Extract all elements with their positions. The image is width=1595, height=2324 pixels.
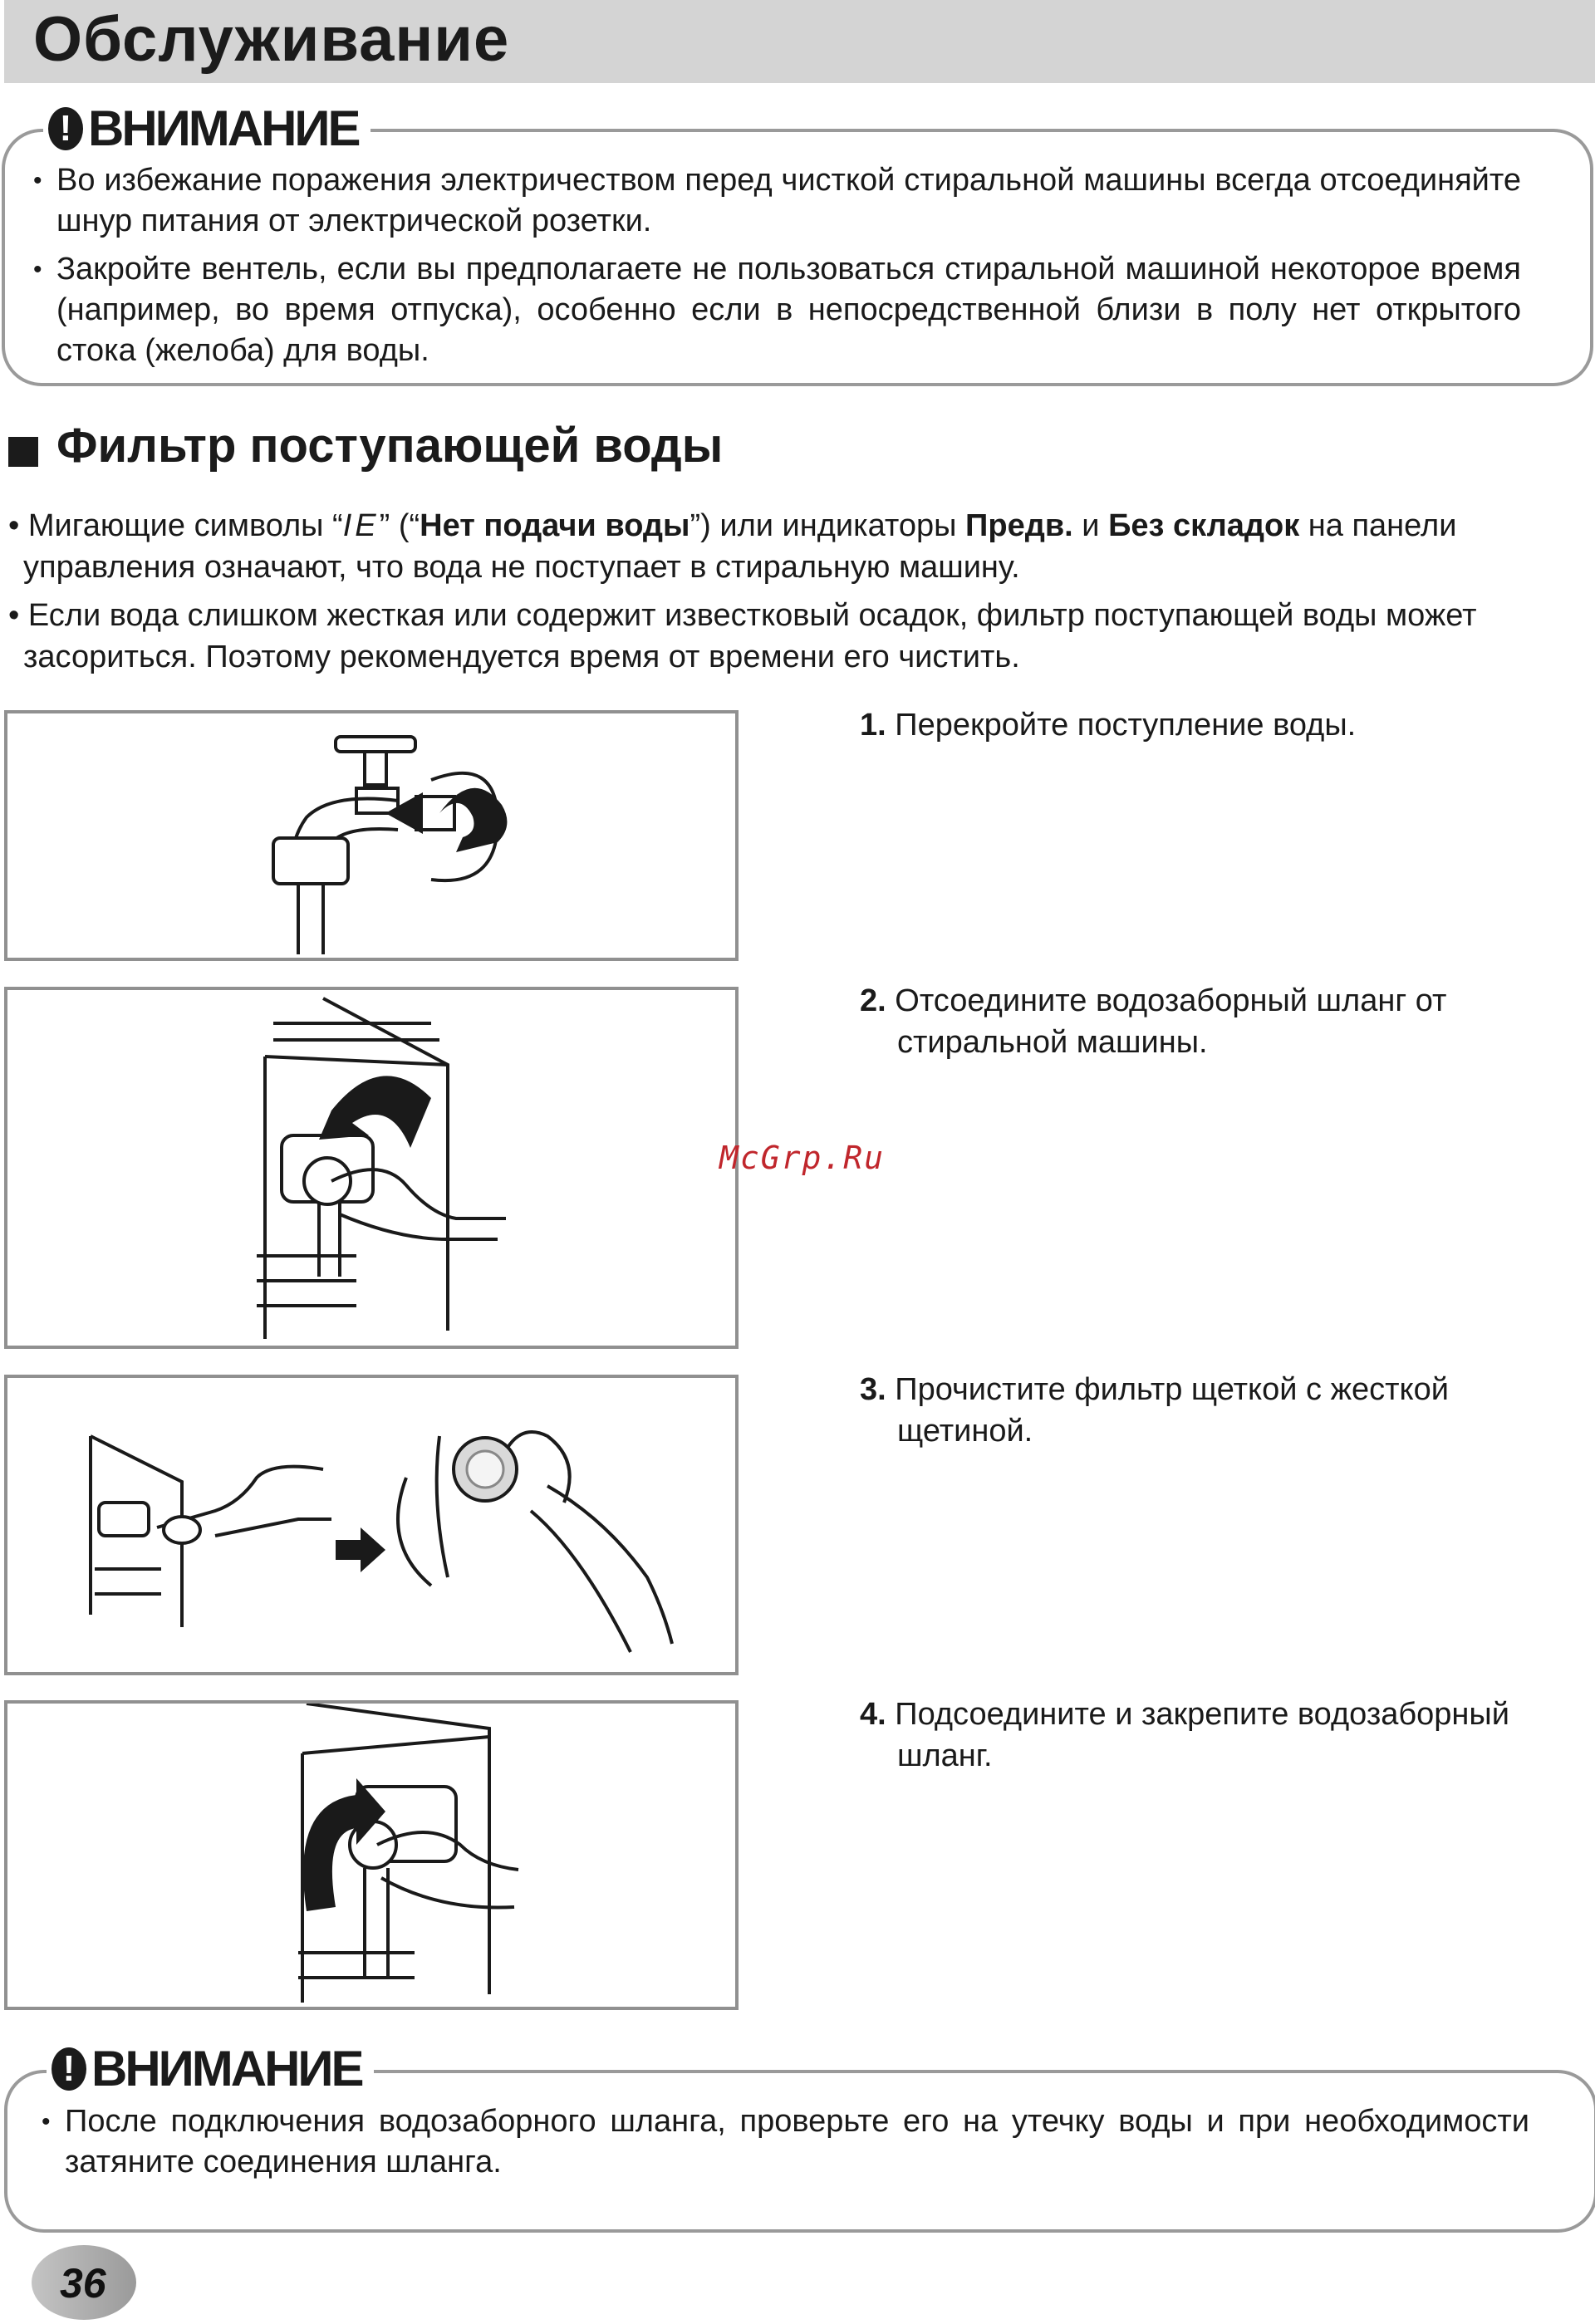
watermark: McGrp.Ru	[719, 1140, 886, 1176]
section-bullet	[8, 437, 38, 467]
caution-heading-bottom	[47, 2040, 374, 2097]
intro-paragraph-1: • Мигающие символы “IE” (“Нет подачи воды”) или индикаторы Предв. и Без складок на панели управления означают, что вода не поступает в стиральную машину.	[8, 508, 1457, 585]
caution-text-top	[56, 160, 1521, 379]
caution-heading-top	[43, 100, 371, 157]
clean-filter-illustration	[7, 1378, 735, 1672]
step-1-illustration	[4, 710, 739, 961]
caution-item: • После подключения водозаборного шланга, проверьте его на утечку воды и при необходимости затяните соединения шланга.	[65, 2101, 1529, 2183]
step-1-text: 1. Перекройте поступление воды.	[860, 708, 1357, 743]
step-number: 3.	[860, 1372, 886, 1407]
intro-paragraph-2: • Если вода слишком жесткая или содержит известковый осадок, фильтр поступающей воды может засориться. Поэтому рекомендуется время от времени его чистить.	[8, 598, 1477, 674]
step-2-text: 2. Отсоедините водозаборный шланг от стиральной машины.	[860, 983, 1447, 1060]
exclamation-icon: !	[48, 107, 83, 150]
caution-label: ВНИМАНИЕ	[88, 101, 359, 156]
step-3-text: 3. Прочистите фильтр щеткой с жесткой щетиной.	[860, 1372, 1449, 1449]
reconnect-hose-illustration	[7, 1704, 735, 2007]
page-title: Обслуживание	[33, 4, 510, 75]
faucet-illustration	[7, 713, 735, 958]
section-title: Фильтр поступающей воды	[56, 419, 724, 473]
step-3-illustration	[4, 1375, 739, 1675]
step-4-text: 4. Подсоедините и закрепите водозаборный шланг.	[860, 1697, 1509, 1773]
step-4-illustration	[4, 1700, 739, 2010]
exclamation-icon: !	[52, 2047, 86, 2091]
step-number: 1.	[860, 708, 886, 743]
caution-item: • Закройте вентель, если вы предполагаете не пользоваться стиральной машиной некоторое время (например, во время отпуска), особенно если в непосредственной близи в полу нет открытого стока (желоба) для воды.	[56, 249, 1521, 371]
caution-label: ВНИМАНИЕ	[91, 2041, 362, 2096]
caution-item: • Во избежание поражения электричеством перед чисткой стиральной машины всегда отсоединяйте шнур питания от электрической розетки.	[56, 160, 1521, 242]
error-symbol: IE	[342, 508, 380, 543]
step-number: 2.	[860, 983, 886, 1018]
step-number: 4.	[860, 1697, 886, 1732]
caution-text-bottom	[65, 2101, 1529, 2190]
page-number: 36	[60, 2260, 106, 2307]
step-2-illustration	[4, 987, 739, 1349]
disconnect-hose-illustration	[7, 990, 735, 1346]
